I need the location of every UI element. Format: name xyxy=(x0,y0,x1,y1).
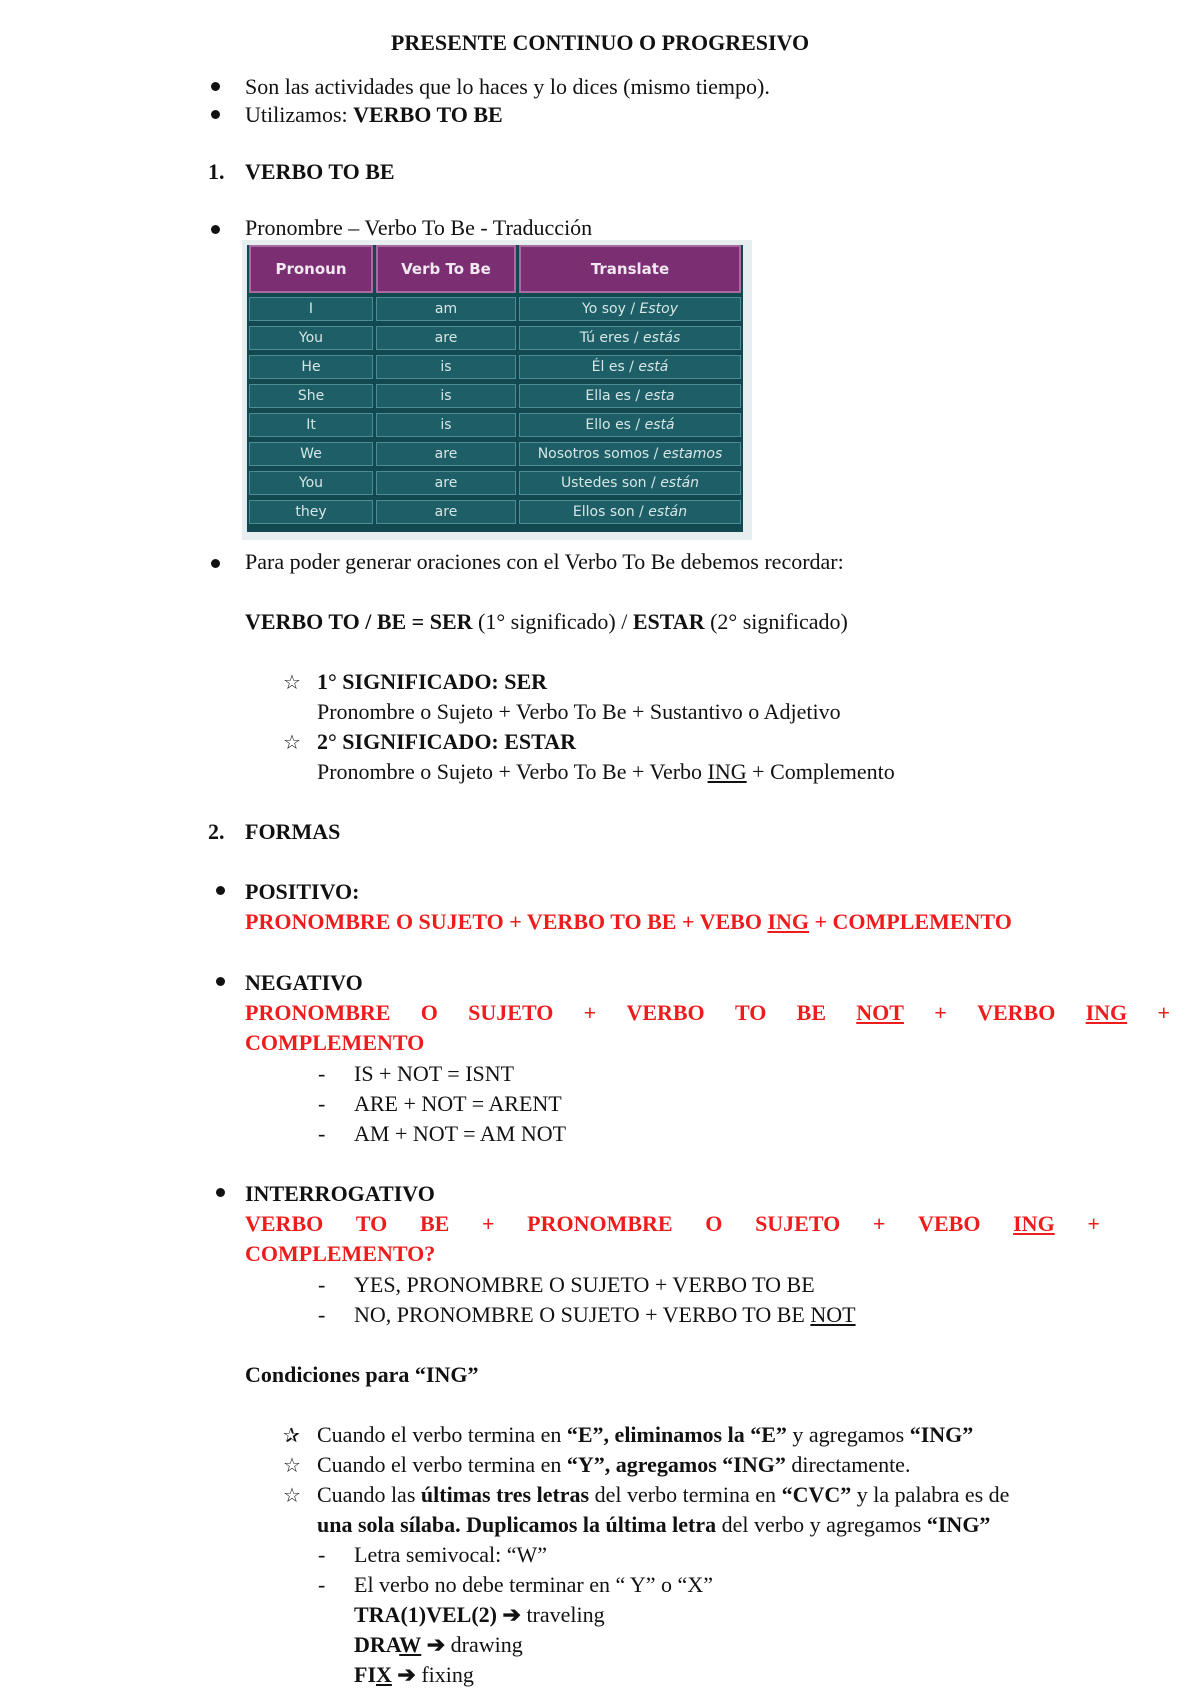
ing-condition-3-line-1 xyxy=(317,1481,1009,1509)
meaning-2-underlined: ING xyxy=(707,759,747,784)
section-1-heading: VERBO TO BE xyxy=(245,159,395,184)
formula-word: TO xyxy=(355,1211,388,1236)
example-verb: DRA xyxy=(354,1632,400,1657)
table-header-translate: Translate xyxy=(519,245,741,293)
formula-word: + xyxy=(934,1000,947,1025)
positive-formula-part: PRONOMBRE O SUJETO + VERBO TO BE + VEBO xyxy=(245,909,768,934)
bullet-dot xyxy=(211,225,220,234)
ing-conditions-heading: Condiciones para “ING” xyxy=(245,1362,479,1387)
cell-pronoun: I xyxy=(249,297,373,321)
negative-formula-line-1 xyxy=(245,999,1170,1027)
ser-estar-equation xyxy=(245,608,848,636)
arrow-right-icon: ➔ xyxy=(426,1632,446,1657)
section-2-number: 2. xyxy=(208,819,225,844)
remember-bullet: Para poder generar oraciones con el Verbo To Be debemos recordar: xyxy=(245,549,844,574)
equation-part: (1° significado) / xyxy=(472,609,633,634)
answer-no xyxy=(354,1301,856,1329)
formula-word: VERBO xyxy=(626,1000,705,1025)
formula-word: + xyxy=(481,1211,495,1236)
cell-verb: am xyxy=(376,297,516,321)
bullet-dot xyxy=(211,110,220,119)
table-header-verb: Verb To Be xyxy=(376,245,516,293)
formula-word: VERBO xyxy=(977,1000,1056,1025)
answer-no-part: NO, PRONOMBRE O SUJETO + VERBO TO BE xyxy=(354,1302,811,1327)
condition-part-bold: “ING” xyxy=(926,1512,991,1537)
example-result: traveling xyxy=(520,1602,605,1627)
bullet-dot xyxy=(216,977,225,986)
equation-part: (2° significado) xyxy=(704,609,848,634)
negative-label: NEGATIVO xyxy=(245,970,363,995)
translate-main: Él es / xyxy=(591,359,634,375)
cell-translate xyxy=(519,355,741,379)
dash-marker: - xyxy=(318,1572,326,1597)
example-verb-underlined: X xyxy=(376,1662,392,1687)
translate-main: Ella es / xyxy=(585,388,641,404)
dash-marker: - xyxy=(318,1272,326,1297)
equation-part: VERBO TO / BE = SER xyxy=(245,609,473,634)
interrogative-label: INTERROGATIVO xyxy=(245,1181,435,1206)
meaning-2-part: + Complemento xyxy=(746,759,895,784)
intro-line-1: Son las actividades que lo haces y lo dices (mismo tiempo). xyxy=(245,74,770,99)
formula-word: VERBO xyxy=(245,1211,324,1236)
translate-alt: están xyxy=(660,475,700,491)
contraction-am-not: AM + NOT = AM NOT xyxy=(354,1121,567,1146)
contraction-are-not: ARE + NOT = ARENT xyxy=(354,1091,562,1116)
table-header-pronoun: Pronoun xyxy=(249,245,373,293)
condition-part-bold: “E”, eliminamos la “E” xyxy=(566,1422,787,1447)
contraction-is-not: IS + NOT = ISNT xyxy=(354,1061,515,1086)
condition-part-bold: “ING” xyxy=(909,1422,974,1447)
cell-verb: are xyxy=(376,471,516,495)
cell-translate xyxy=(519,442,741,466)
translate-alt: está xyxy=(638,359,669,375)
dash-marker: - xyxy=(318,1061,326,1086)
meaning-1-title: 1° SIGNIFICADO: SER xyxy=(317,669,548,694)
formula-word: + xyxy=(1157,1000,1170,1025)
star-icon: ☆ xyxy=(283,730,301,754)
translate-alt: estamos xyxy=(662,446,723,462)
section-2-heading: FORMAS xyxy=(245,819,341,844)
sub-condition-semivowel: Letra semivocal: “W” xyxy=(354,1542,548,1567)
ing-condition-3-line-2 xyxy=(317,1511,990,1539)
condition-part-bold: últimas tres letras xyxy=(420,1482,590,1507)
example-result: drawing xyxy=(445,1632,523,1657)
condition-part: del verbo y agregamos xyxy=(716,1512,927,1537)
formula-word-underlined: ING xyxy=(1085,1000,1128,1025)
example-draw xyxy=(354,1631,523,1659)
answer-yes: YES, PRONOMBRE O SUJETO + VERBO TO BE xyxy=(354,1272,815,1297)
formula-word-underlined: ING xyxy=(1013,1211,1055,1236)
cell-translate xyxy=(519,297,741,321)
formula-word: SUJETO xyxy=(468,1000,554,1025)
formula-word-underlined: NOT xyxy=(856,1000,904,1025)
meaning-1-text: Pronombre o Sujeto + Verbo To Be + Sustantivo o Adjetivo xyxy=(317,699,841,724)
translate-main: Ellos son / xyxy=(572,504,644,520)
translate-main: Tú eres / xyxy=(579,330,639,346)
dash-marker: - xyxy=(318,1121,326,1146)
translate-alt: está xyxy=(644,417,675,433)
condition-part-bold: Duplicamos la última letra xyxy=(466,1512,717,1537)
condition-part-bold: “CVC” xyxy=(781,1482,852,1507)
condition-part: Cuando el verbo termina en xyxy=(317,1452,567,1477)
formula-word: TO xyxy=(734,1000,767,1025)
formula-word: + xyxy=(583,1000,597,1025)
star-icon: ✰ xyxy=(283,1423,300,1447)
section-1-number: 1. xyxy=(208,159,225,184)
cell-verb: is xyxy=(376,355,516,379)
formula-word: PRONOMBRE xyxy=(527,1211,673,1236)
formula-word: O xyxy=(705,1211,723,1236)
negative-formula-line-2: COMPLEMENTO xyxy=(245,1030,425,1055)
translate-alt: esta xyxy=(644,388,675,404)
meaning-2-title: 2° SIGNIFICADO: ESTAR xyxy=(317,729,576,754)
star-icon: ☆ xyxy=(283,1483,301,1507)
condition-part: del verbo termina en xyxy=(589,1482,782,1507)
cell-pronoun: We xyxy=(249,442,373,466)
cell-pronoun: He xyxy=(249,355,373,379)
cell-verb: are xyxy=(376,326,516,350)
example-result: fixing xyxy=(415,1662,474,1687)
bullet-dot xyxy=(216,886,225,895)
formula-word: PRONOMBRE xyxy=(245,1000,391,1025)
translate-main: Nosotros somos / xyxy=(537,446,659,462)
example-verb: FI xyxy=(354,1662,376,1687)
ing-condition-1 xyxy=(317,1421,973,1449)
cell-translate xyxy=(519,384,741,408)
formula-word: O xyxy=(420,1000,438,1025)
positive-formula-part: + COMPLEMENTO xyxy=(809,909,1012,934)
arrow-right-icon: ➔ xyxy=(502,1602,521,1627)
translate-main: Yo soy / xyxy=(582,301,636,317)
condition-part: Cuando el verbo termina en xyxy=(317,1422,567,1447)
answer-no-underlined: NOT xyxy=(810,1302,856,1327)
ing-condition-2 xyxy=(317,1451,910,1479)
sub-condition-ending: El verbo no debe terminar en “ Y” o “X” xyxy=(354,1572,713,1597)
example-verb-underlined: W xyxy=(399,1632,422,1657)
formula-word: VEBO xyxy=(918,1211,981,1236)
condition-part: Cuando las xyxy=(317,1482,421,1507)
star-icon: ☆ xyxy=(283,670,301,694)
formula-word: + xyxy=(1087,1211,1100,1236)
cell-verb: are xyxy=(376,442,516,466)
cell-pronoun: they xyxy=(249,500,373,524)
translate-alt: estás xyxy=(643,330,681,346)
interrogative-formula-line-1 xyxy=(245,1210,1100,1238)
formula-word: + xyxy=(872,1211,886,1236)
translate-main: Ustedes son / xyxy=(560,475,656,491)
example-verb: TRA(1)VEL(2) xyxy=(354,1602,497,1627)
verb-to-be-table-image xyxy=(242,240,752,540)
bullet-dot xyxy=(216,1188,225,1197)
verb-to-be-table xyxy=(247,245,743,532)
formula-word: BE xyxy=(796,1000,826,1025)
intro-line-2-prefix: Utilizamos: xyxy=(245,102,354,127)
translate-alt: están xyxy=(648,504,688,520)
cell-verb: is xyxy=(376,384,516,408)
condition-part-bold: una sola sílaba xyxy=(317,1512,456,1537)
bullet-dot xyxy=(211,559,220,568)
condition-part: y la palabra es de xyxy=(851,1482,1010,1507)
formula-word: SUJETO xyxy=(755,1211,841,1236)
interrogative-formula-line-2: COMPLEMENTO? xyxy=(245,1241,436,1266)
example-fix xyxy=(354,1661,474,1689)
dash-marker: - xyxy=(318,1542,326,1567)
arrow-right-icon: ➔ xyxy=(397,1662,416,1687)
positive-label: POSITIVO: xyxy=(245,879,360,904)
dash-marker: - xyxy=(318,1091,326,1116)
condition-part-bold: . xyxy=(455,1512,467,1537)
page-title: PRESENTE CONTINUO O PROGRESIVO xyxy=(390,30,810,55)
translate-main: Ello es / xyxy=(585,417,641,433)
condition-part: y agregamos xyxy=(786,1422,910,1447)
meaning-2-part: Pronombre o Sujeto + Verbo To Be + Verbo xyxy=(317,759,708,784)
cell-translate xyxy=(519,471,741,495)
cell-translate xyxy=(519,413,741,437)
bullet-dot xyxy=(211,82,220,91)
cell-pronoun: It xyxy=(249,413,373,437)
condition-part-bold: “Y”, agregamos “ING” xyxy=(566,1452,786,1477)
formula-word: BE xyxy=(419,1211,450,1236)
translate-alt: Estoy xyxy=(639,301,678,317)
positive-formula-underlined: ING xyxy=(767,909,809,934)
condition-part: directamente. xyxy=(785,1452,911,1477)
cell-verb: is xyxy=(376,413,516,437)
intro-line-2-bold: VERBO TO BE xyxy=(353,102,503,127)
cell-pronoun: You xyxy=(249,471,373,495)
meaning-2-text xyxy=(317,758,895,786)
cell-translate xyxy=(519,500,741,524)
example-travel xyxy=(354,1601,605,1629)
star-icon: ☆ xyxy=(283,1453,301,1477)
cell-pronoun: She xyxy=(249,384,373,408)
dash-marker: - xyxy=(318,1302,326,1327)
section-1-bullet: Pronombre – Verbo To Be - Traducción xyxy=(245,215,593,240)
cell-translate xyxy=(519,326,741,350)
cell-verb: are xyxy=(376,500,516,524)
equation-part: ESTAR xyxy=(632,609,705,634)
positive-formula xyxy=(245,908,1012,936)
cell-pronoun: You xyxy=(249,326,373,350)
intro-line-2 xyxy=(245,101,503,129)
